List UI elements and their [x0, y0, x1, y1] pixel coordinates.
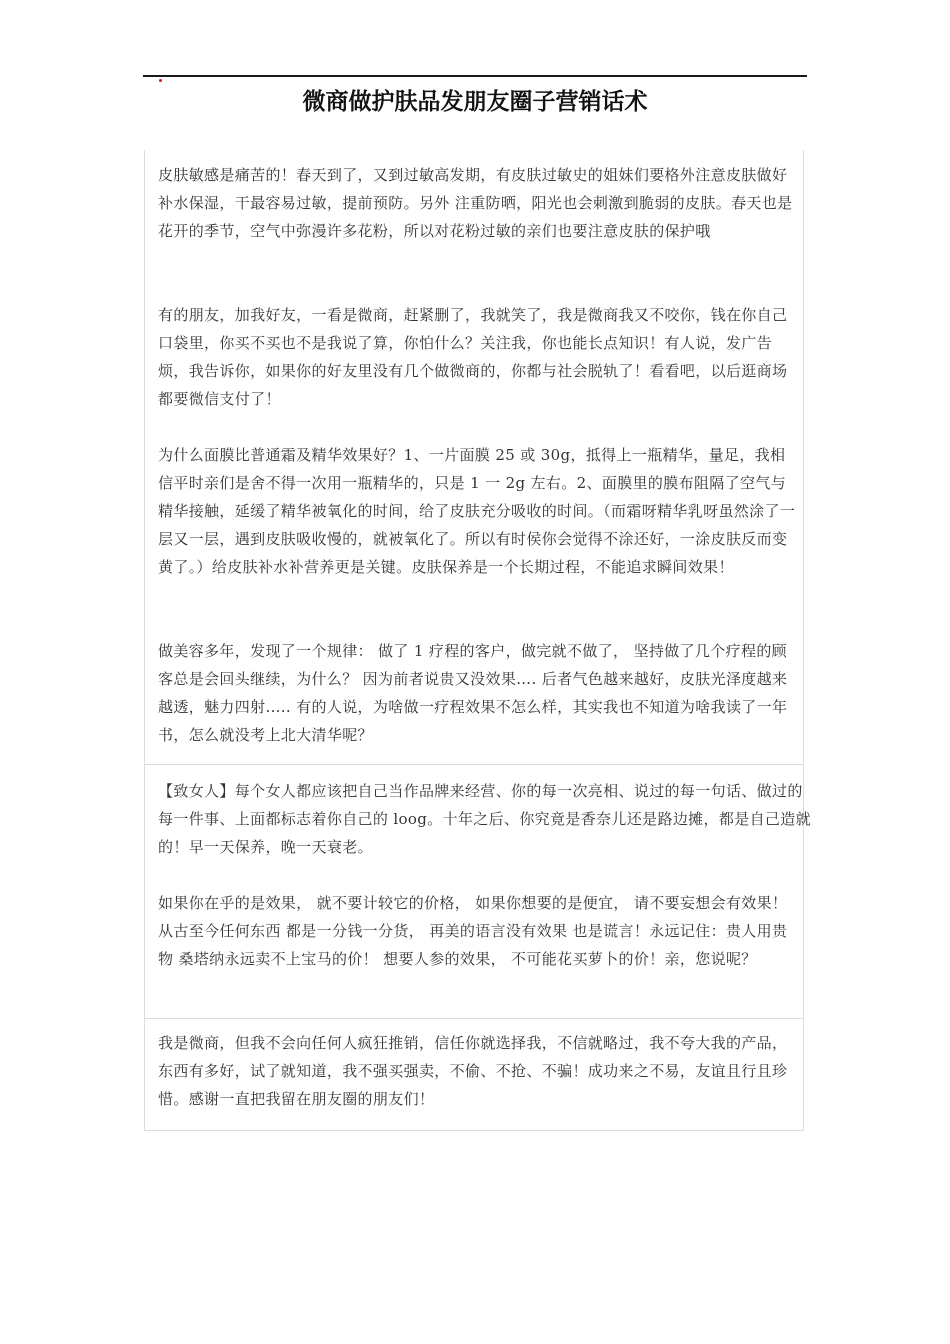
red-dot-marker	[159, 79, 162, 82]
paragraph-to-women: 【致女人】每个女人都应该把自己当作品牌来经营、你的每一次亮相、说过的每一句话、做过的每一件事、上面都标志着你自己的 loog。十年之后、你究竟是香奈儿还是路边摊，都是自己造就的！早一天保养，晚一天衰老。	[158, 782, 811, 856]
paragraph-skin-sensitivity: 皮肤敏感是痛苦的！春天到了，又到过敏高发期，有皮肤过敏史的姐妹们要格外注意皮肤做好补水保湿，干最容易过敏，提前预防。另外 注重防晒，阳光也会刺激到脆弱的皮肤。春天也是花开的季节，空气中弥漫许多花粉，所以对花粉过敏的亲们也要注意皮肤的保护哦	[158, 166, 793, 240]
paragraph-facial-mask: 为什么面膜比普通霜及精华效果好？1、一片面膜 25 或 30g，抵得上一瓶精华，量足，我相信平时亲们是舍不得一次用一瓶精华的，只是 1 一 2g 左右。2、面膜里的膜布阻隔了空气与精华接触，延缓了精华被氧化的时间，给了皮肤充分吸收的时间。（而霜呀精华乳呀虽然涂了一层又一层，遇到皮肤吸收慢的，就被氧化了。所以有时侯你会觉得不涂还好，一涂皮肤反而变黄了。）给皮肤补水补营养更是关键。皮肤保养是一个长期过程，不能追求瞬间效果！	[158, 446, 796, 576]
page-title: 微商做护肤品发朋友圈子营销话术	[302, 89, 648, 115]
paragraph-value-price: 如果你在乎的是效果， 就不要计较它的价格， 如果你想要的是便宜， 请不要妄想会有效果！ 从古至今任何东西 都是一分钱一分货， 再美的语言没有效果 也是谎言！永远记住：贵人用贵物 桑塔纳永远卖不上宝马的价！ 想要人参的效果， 不可能花买萝卜的价！亲，您说呢？	[158, 894, 788, 968]
paragraph-wechat-friends: 有的朋友，加我好友，一看是微商，赶紧删了，我就笑了，我是微商我又不咬你，钱在你自己口袋里，你买不买也不是我说了算，你怕什么？关注我，你也能长点知识！有人说，发广告烦，我告诉你，如果你的好友里没有几个做微商的，你都与社会脱轨了！看看吧，以后逛商场都要微信支付了！	[158, 306, 788, 408]
paragraph-honest-seller: 我是微商，但我不会向任何人疯狂推销，信任你就选择我，不信就略过，我不夸大我的产品，东西有多好，试了就知道，我不强买强卖，不偷、不抢、不骗！成功来之不易，友谊且行且珍惜。感谢一直把我留在朋友圈的朋友们！	[158, 1034, 788, 1108]
top-rule	[143, 75, 807, 77]
paragraph-beauty-rule: 做美容多年，发现了一个规律： 做了 1 疗程的客户，做完就不做了， 坚持做了几个疗程的顾客总是会回头继续，为什么？ 因为前者说贵又没效果…. 后者气色越来越好，皮肤光泽度越来越透，魅力四射..... 有的人说，为啥做一疗程效果不怎么样，其实我也不知道为啥我读了一年书，怎么就没考上北大清华呢？	[158, 642, 788, 744]
